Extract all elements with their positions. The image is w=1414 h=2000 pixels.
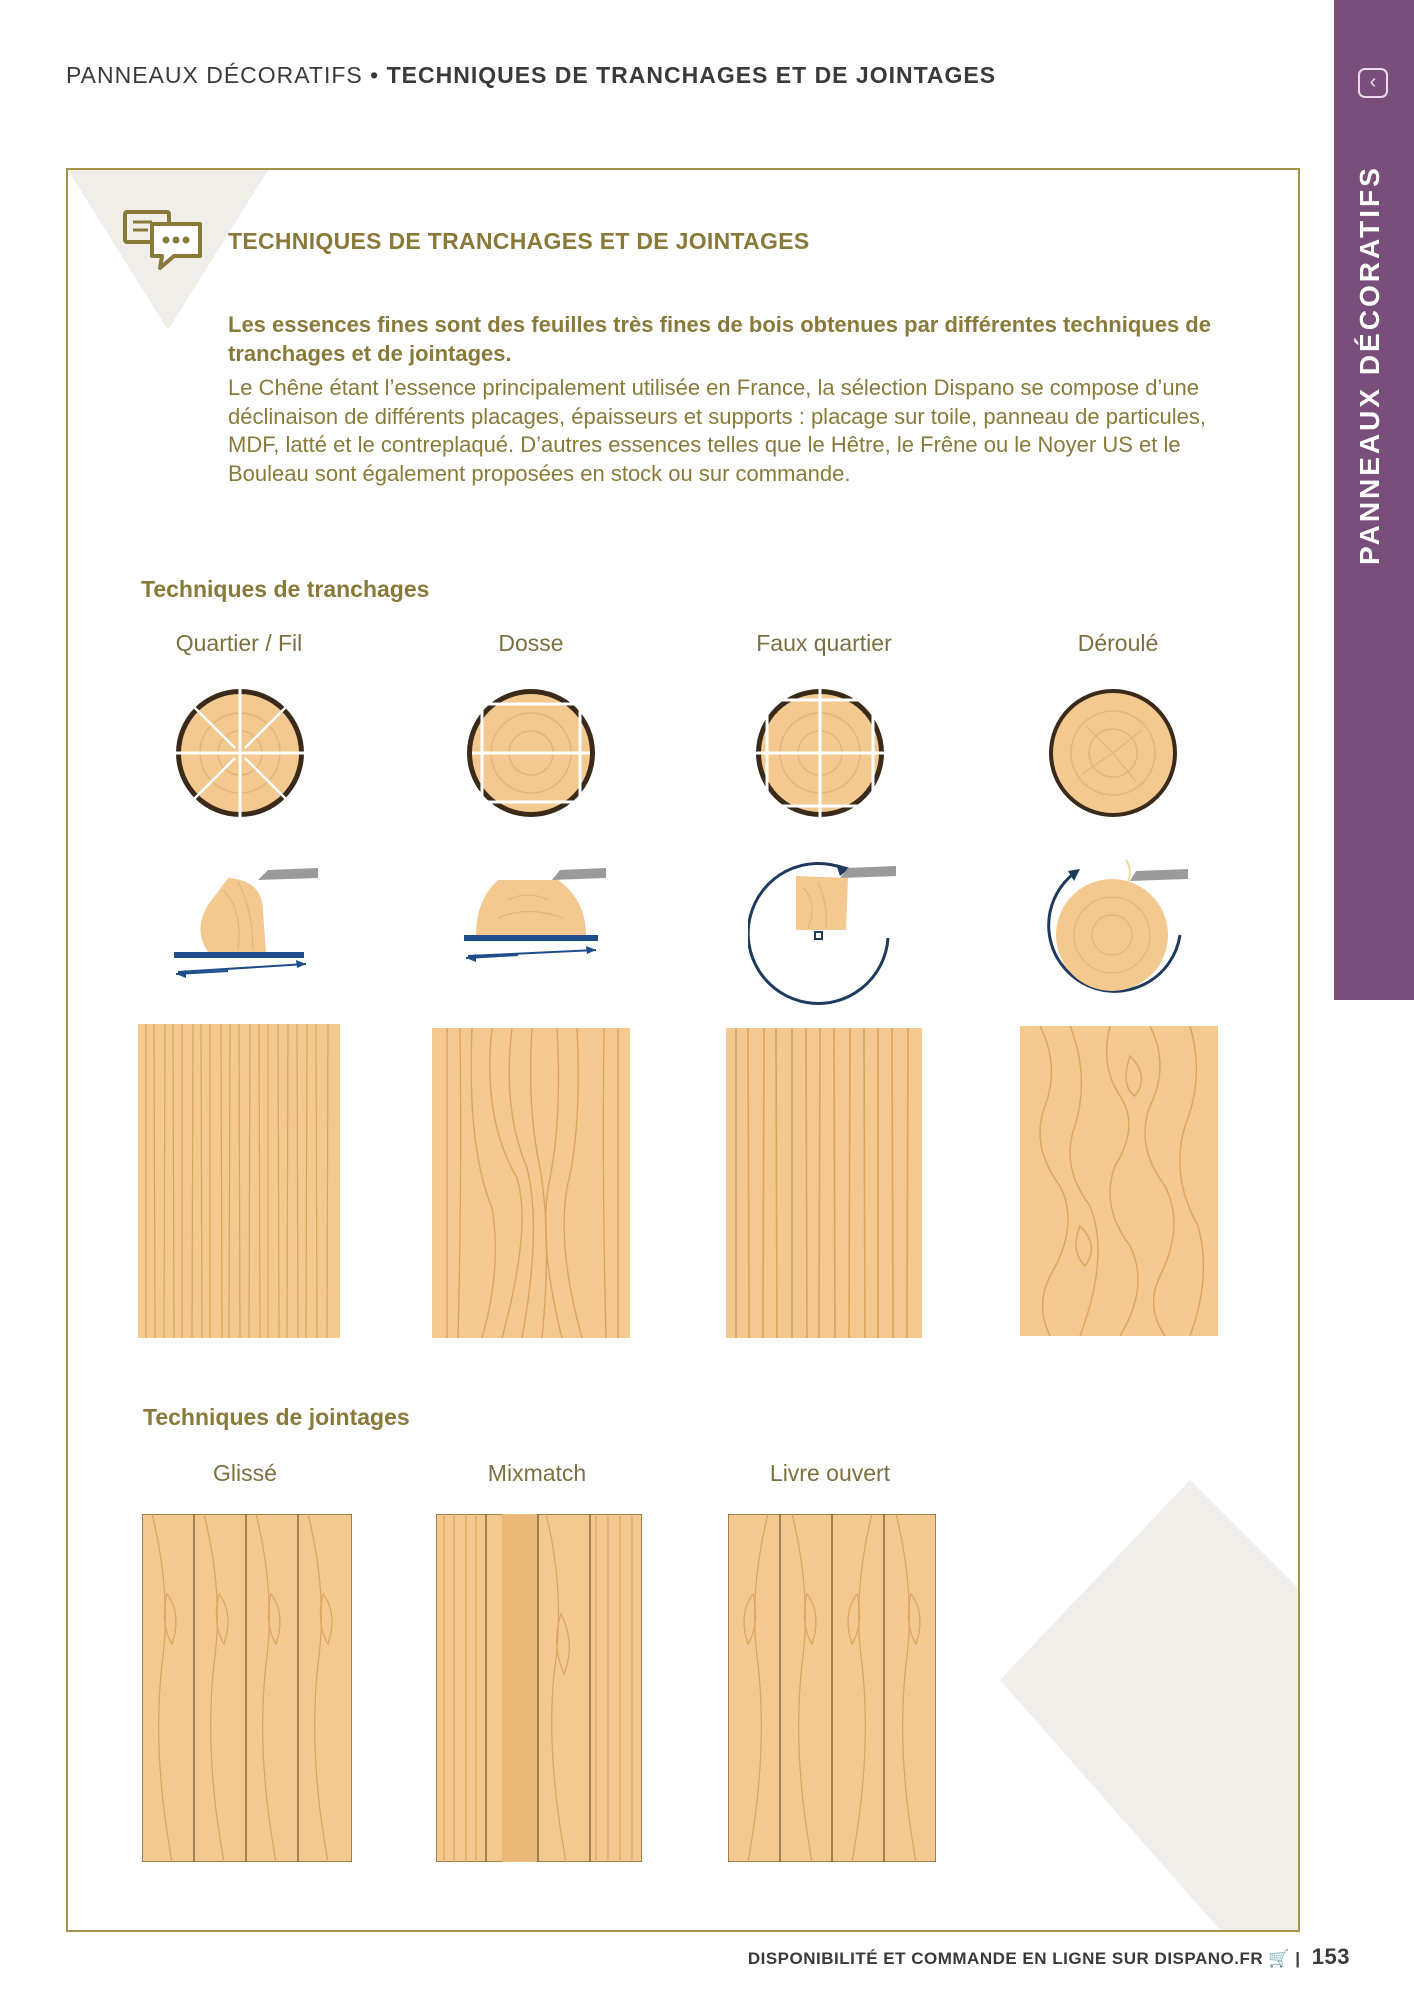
intro-text: Le Chêne étant l’essence principalement utilisée en France, la sélection Dispano se compose d’une déclinaison de différents placages, épaisseurs et supports : placage sur toile, panneau de particules, MDF, latté et le contreplaqué. D’autres essences telles que le Hêtre, le Frêne ou le Noyer US et le Bouleau sont également proposées en stock ou sur commande. bbox=[228, 375, 1206, 486]
log-section-faux-quartier bbox=[753, 686, 887, 820]
label-faux-quartier: Faux quartier bbox=[756, 630, 892, 656]
label-quartier: Quartier / Fil bbox=[175, 630, 303, 656]
header-title: TECHNIQUES DE TRANCHAGES ET DE JOINTAGES bbox=[386, 62, 997, 88]
joint-glisse bbox=[142, 1514, 352, 1862]
page-footer bbox=[748, 1944, 1350, 1970]
side-tab-tip bbox=[1334, 998, 1414, 1000]
log-section-quartier bbox=[173, 686, 307, 820]
label-mixmatch: Mixmatch bbox=[487, 1460, 587, 1486]
cart-icon[interactable]: 🛒 bbox=[1268, 1949, 1291, 1968]
section-title: TECHNIQUES DE TRANCHAGES ET DE JOINTAGES bbox=[228, 228, 810, 254]
log-section-deroule bbox=[1046, 686, 1180, 820]
chevron-left-icon[interactable]: ‹ bbox=[1358, 68, 1388, 98]
log-section-dosse bbox=[464, 686, 598, 820]
cut-diagram-faux-quartier bbox=[748, 858, 898, 1008]
label-deroule: Déroulé bbox=[1077, 630, 1159, 656]
cut-diagram-deroule bbox=[1040, 855, 1195, 1005]
page-number: 153 bbox=[1311, 1944, 1350, 1969]
chat-bubble-icon bbox=[122, 208, 204, 274]
label-livre-ouvert: Livre ouvert bbox=[769, 1460, 891, 1486]
tranchages-title: Techniques de tranchages bbox=[141, 576, 430, 602]
footer-text[interactable]: DISPONIBILITÉ ET COMMANDE EN LIGNE SUR DISPANO.FR bbox=[747, 1949, 1264, 1968]
header-section: PANNEAUX DÉCORATIFS bbox=[66, 62, 363, 88]
side-tab-label: PANNEAUX DÉCORATIFS bbox=[1354, 165, 1385, 565]
joint-mixmatch bbox=[436, 1514, 642, 1862]
label-dosse: Dosse bbox=[498, 630, 564, 656]
intro-bold: Les essences fines sont des feuilles très fines de bois obtenues par différentes techniques de tranchages et de jointages. bbox=[228, 312, 1211, 366]
label-glisse: Glissé bbox=[213, 1460, 277, 1486]
jointages-title: Techniques de jointages bbox=[143, 1404, 410, 1430]
page-header bbox=[66, 62, 996, 89]
veneer-dosse bbox=[432, 1028, 630, 1338]
cut-diagram-quartier bbox=[168, 860, 318, 980]
veneer-faux-quartier bbox=[726, 1028, 922, 1338]
side-tab[interactable] bbox=[1334, 0, 1414, 1000]
cut-diagram-dosse bbox=[458, 860, 608, 980]
footer-divider: | bbox=[1295, 1949, 1301, 1968]
veneer-deroule bbox=[1020, 1026, 1218, 1336]
veneer-quartier bbox=[138, 1024, 340, 1338]
header-separator: • bbox=[362, 62, 387, 88]
joint-livre-ouvert bbox=[728, 1514, 936, 1862]
